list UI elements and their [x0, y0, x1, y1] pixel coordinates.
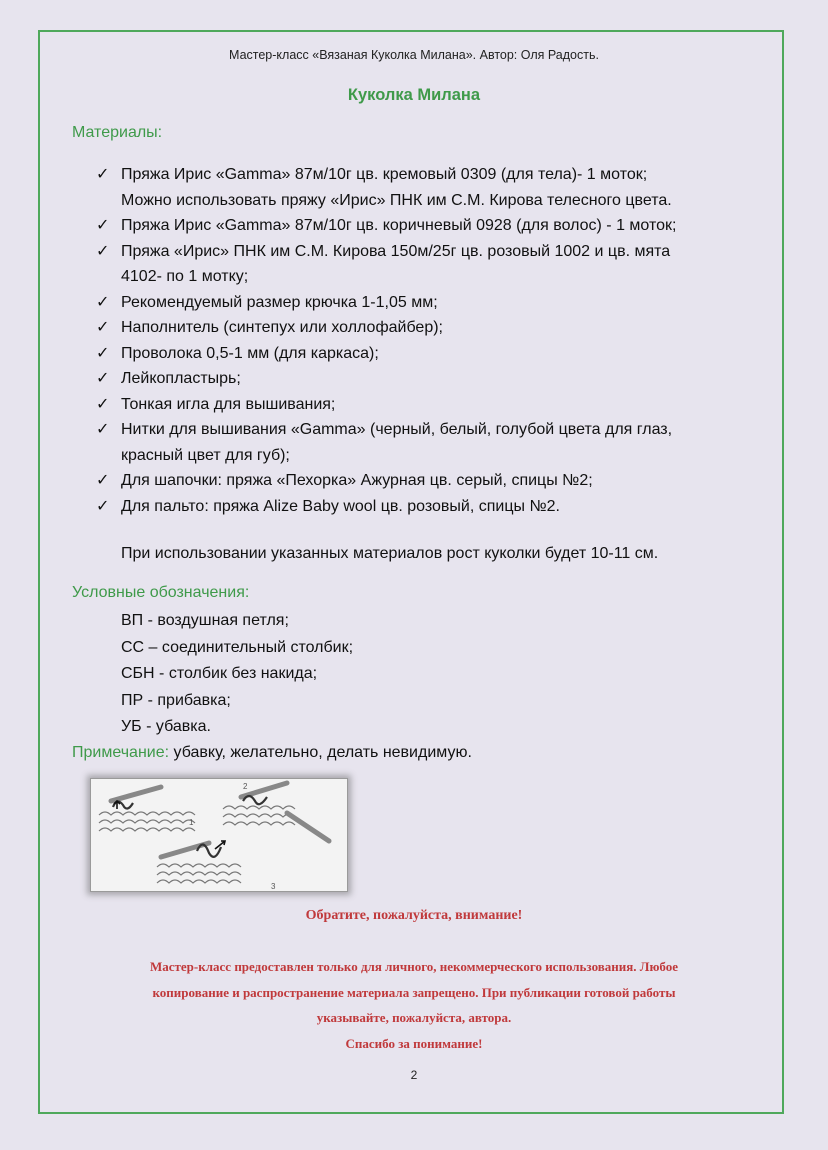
page-number: 2: [410, 1068, 418, 1082]
list-item: ✓ Наполнитель (синтепух или холлофайбер);: [96, 315, 776, 341]
list-item: ✓ Пряжа «Ирис» ПНК им С.М. Кирова 150м/25г цв. розовый 1002 и цв. мята 4102- по 1 мотку;: [96, 239, 776, 290]
legend-item: СС – соединительный столбик;: [121, 638, 354, 656]
list-item: ✓ Рекомендуемый размер крючка 1-1,05 мм;: [96, 290, 776, 316]
note: [72, 744, 472, 762]
legend-heading: Условные обозначения:: [72, 584, 250, 601]
document-header: Мастер-класс «Вязаная Куколка Милана». Автор: Оля Радость.: [229, 48, 599, 62]
disclaimer-line: Мастер-класс предоставлен только для личного, некоммерческого использования. Любое: [149, 959, 679, 974]
legend-item: УБ - убавка.: [121, 718, 211, 735]
disclaimer-line: указывайте, пожалуйста, автора.: [316, 1010, 512, 1025]
materials-list: [96, 162, 776, 519]
list-item: ✓ Нитки для вышивания «Gamma» (черный, белый, голубой цвета для глаз, красный цвет для губ);: [96, 417, 776, 468]
materials-heading: Материалы:: [72, 124, 163, 141]
step-label: 3: [271, 882, 276, 891]
check-mark-icon: ✓: [96, 166, 110, 183]
check-mark-icon: ✓: [96, 242, 110, 260]
legend-list: [121, 608, 353, 741]
crochet-diagram: [91, 779, 347, 891]
list-item: ✓ Для шапочки: пряжа «Пехорка» Ажурная цв. серый, спицы №2;: [96, 468, 776, 494]
list-item: ✓ Для пальто: пряжа Alize Baby wool цв. розовый, спицы №2.: [96, 494, 776, 520]
invisible-decrease-illustration: [90, 778, 348, 892]
check-mark-icon: ✓: [96, 217, 110, 234]
note-text: убавку, желательно, делать невидимую.: [169, 744, 472, 761]
check-mark-icon: ✓: [96, 421, 110, 438]
list-item: ✓ Пряжа Ирис «Gamma» 87м/10г цв. коричневый 0928 (для волос) - 1 моток;: [96, 213, 776, 239]
disclaimer: [0, 954, 828, 1056]
check-mark-icon: ✓: [96, 370, 110, 387]
check-mark-icon: ✓: [96, 293, 110, 311]
height-note: При использовании указанных материалов рост куколки будет 10-11 см.: [121, 545, 659, 562]
check-mark-icon: ✓: [96, 319, 110, 336]
check-mark-icon: ✓: [96, 395, 110, 413]
page-title: Куколка Милана: [347, 86, 481, 104]
disclaimer-line: Спасибо за понимание!: [345, 1035, 483, 1051]
legend-item: СБН - столбик без накида;: [121, 665, 318, 682]
legend-item: ВП - воздушная петля;: [121, 612, 289, 629]
disclaimer-line: копирование и распространение материала запрещено. При публикации готовой работы: [152, 984, 676, 1000]
check-mark-icon: ✓: [96, 344, 110, 362]
step-label: 2: [243, 782, 248, 791]
list-item: ✓ Проволока 0,5-1 мм (для каркаса);: [96, 341, 776, 367]
note-label: Примечание:: [72, 744, 170, 761]
warning-title: Обратите, пожалуйста, внимание!: [305, 908, 523, 923]
legend-item: ПР - прибавка;: [121, 691, 231, 709]
check-mark-icon: ✓: [96, 472, 110, 489]
list-item: ✓ Тонкая игла для вышивания;: [96, 392, 776, 418]
check-mark-icon: ✓: [96, 497, 110, 515]
step-label: 1: [189, 818, 194, 827]
list-item: ✓ Лейкопластырь;: [96, 366, 776, 392]
list-item: ✓ Пряжа Ирис «Gamma» 87м/10г цв. кремовый 0309 (для тела)- 1 моток; Можно использовать пряжу «Ирис» ПНК им С.М. Кирова телесного цвета.: [96, 162, 776, 213]
